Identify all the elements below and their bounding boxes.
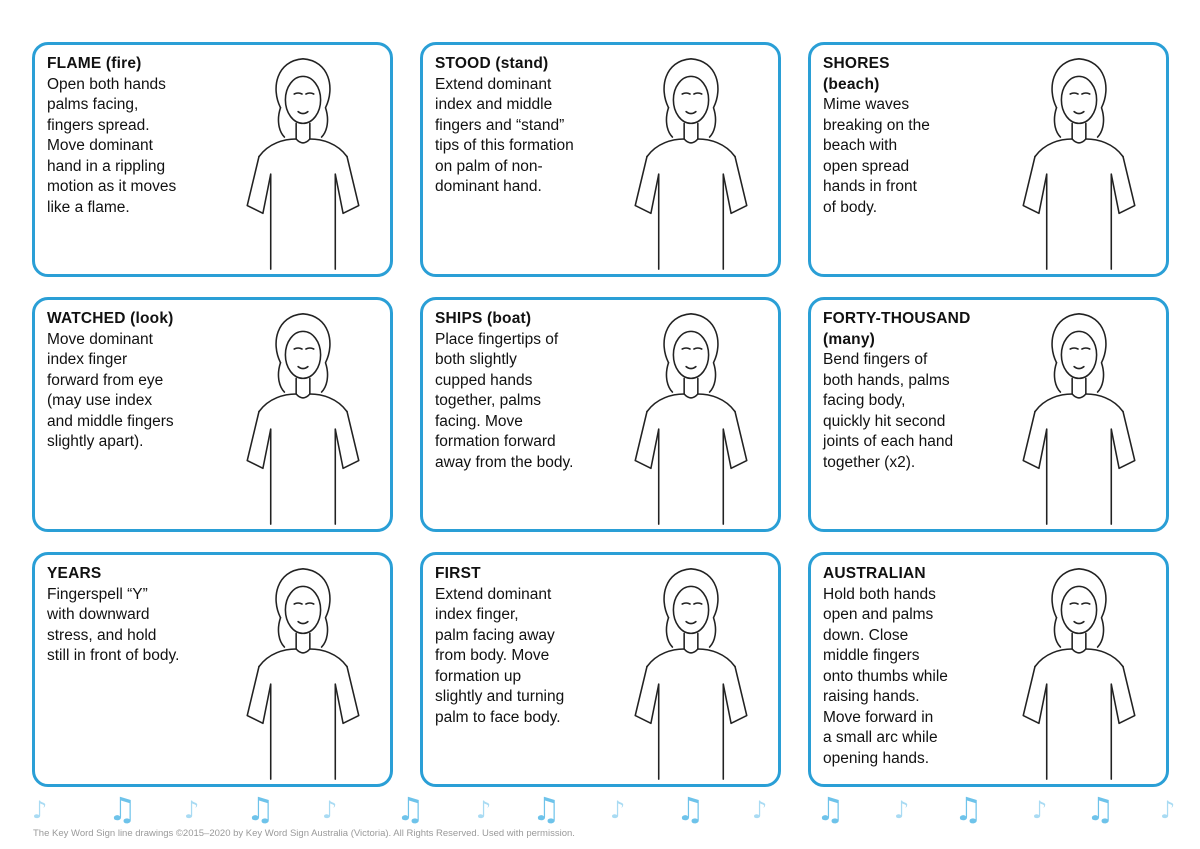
music-note-icon: ♫ — [246, 790, 275, 828]
music-note-icon: ♪ — [1160, 796, 1176, 824]
sign-card-grid — [32, 42, 1169, 787]
music-note-icon: ♪ — [1032, 796, 1048, 824]
music-note-icon: ♪ — [894, 796, 910, 824]
music-note-icon: ♪ — [476, 796, 492, 824]
music-note-icon: ♫ — [676, 790, 705, 828]
card-title: SHIPS (boat) — [435, 310, 532, 327]
music-note-icon: ♫ — [108, 790, 137, 828]
signing-person-illustration — [994, 304, 1164, 529]
music-note-icon: ♫ — [396, 790, 425, 828]
signing-person-illustration — [218, 559, 388, 784]
signing-person-illustration — [606, 304, 776, 529]
card-description: Place fingertips of both slightly cupped hands together, palms facing. Move formation forward away from the body. — [435, 330, 574, 471]
music-note-icon: ♪ — [184, 796, 200, 824]
card-text — [435, 564, 615, 728]
sign-card-flame — [32, 42, 393, 277]
music-note-icon: ♪ — [610, 796, 626, 824]
card-description: Fingerspell “Y” with downward stress, and hold still in front of body. — [47, 585, 180, 664]
music-note-icon: ♫ — [816, 790, 845, 828]
signing-person-illustration — [606, 559, 776, 784]
music-note-icon: ♫ — [954, 790, 983, 828]
signing-person-illustration — [606, 49, 776, 274]
card-description: Mime waves breaking on the beach with open spread hands in front of body. — [823, 96, 930, 216]
music-note-icon: ♪ — [32, 796, 48, 824]
signing-person-illustration — [218, 304, 388, 529]
card-text — [823, 309, 1003, 473]
music-note-icon: ♪ — [752, 796, 768, 824]
signing-person-illustration — [218, 49, 388, 274]
card-text — [47, 309, 227, 453]
card-description: Extend dominant index finger, palm facing away from body. Move formation up slightly and turning palm to face body. — [435, 585, 565, 726]
card-description: Open both hands palms facing, fingers spread. Move dominant hand in a rippling motion as it moves like a flame. — [47, 75, 177, 216]
music-note-border — [24, 790, 1184, 830]
card-description: Move dominant index finger forward from eye (may use index and middle fingers slightly apart). — [47, 330, 174, 450]
card-text — [47, 564, 227, 667]
sign-card-shores — [808, 42, 1169, 277]
sign-card-forty-thousand — [808, 297, 1169, 532]
card-description: Bend fingers of both hands, palms facing body, quickly hit second joints of each hand together (x2). — [823, 351, 954, 471]
card-text — [47, 54, 227, 218]
signing-person-illustration — [994, 49, 1164, 274]
card-title: FIRST — [435, 565, 481, 582]
music-note-icon: ♪ — [322, 796, 338, 824]
music-note-icon: ♫ — [532, 790, 561, 828]
sign-card-first — [420, 552, 781, 787]
sign-card-watched — [32, 297, 393, 532]
card-text — [435, 54, 615, 198]
card-title: FLAME (fire) — [47, 55, 142, 72]
card-title: STOOD (stand) — [435, 55, 549, 72]
card-description: Extend dominant index and middle fingers and “stand” tips of this formation on palm of non- dominant hand. — [435, 75, 574, 195]
card-title: FORTY-THOUSAND (many) — [823, 310, 971, 348]
card-text — [435, 309, 615, 473]
card-text — [823, 564, 1003, 769]
signing-person-illustration — [994, 559, 1164, 784]
sign-card-ships — [420, 297, 781, 532]
card-title: WATCHED (look) — [47, 310, 174, 327]
sign-card-stood — [420, 42, 781, 277]
card-description: Hold both hands open and palms down. Close middle fingers onto thumbs while raising hands. Move forward in a small arc while opening hands. — [823, 585, 948, 767]
card-text — [823, 54, 1003, 218]
card-title: AUSTRALIAN — [823, 565, 926, 582]
sign-card-australian — [808, 552, 1169, 787]
music-note-icon: ♫ — [1086, 790, 1115, 828]
card-title: SHORES (beach) — [823, 55, 890, 93]
card-title: YEARS — [47, 565, 102, 582]
copyright-credit: The Key Word Sign line drawings ©2015–2020 by Key Word Sign Australia (Victoria). All Rights Reserved. Used with permission. — [33, 828, 575, 839]
sign-card-years — [32, 552, 393, 787]
